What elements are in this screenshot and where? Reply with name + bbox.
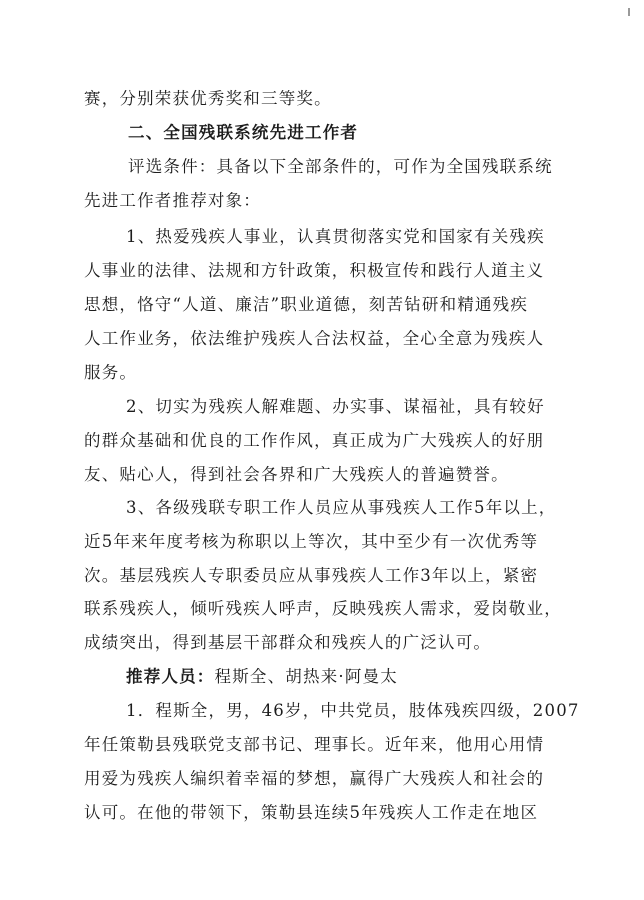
nominees-label: 推荐人员： (126, 667, 215, 686)
criterion-3-line: 3、各级残联专职工作人员应从事残疾人工作5年以上， (126, 498, 557, 517)
nominee-bio-line: 年任策勒县残联党支部书记、理事长。近年来，他用心用情 (84, 735, 545, 754)
nominee-bio-line: 用爱为残疾人编织着幸福的梦想，赢得广大残疾人和社会的 (84, 769, 545, 788)
criterion-2-line: 的群众基础和优良的工作作风，真正成为广大残疾人的好朋 (84, 431, 545, 450)
criterion-1-line: 人事业的法律、法规和方针政策，积极宣传和践行人道主义 (84, 261, 545, 280)
nominee-bio-line: 1．程斯全，男，46岁，中共党员，肢体残疾四级，2007 (126, 701, 580, 720)
criterion-1-line: 服务。 (84, 363, 138, 382)
criterion-2-line: 友、贴心人，得到社会各界和广大残疾人的普遍赞誉。 (84, 465, 509, 484)
criterion-1-line: 思想，恪守“人道、廉洁”职业道德，刻苦钻研和精通残疾 (84, 295, 529, 314)
nominee-bio-line: 认可。在他的带领下，策勒县连续5年残疾人工作走在地区 (84, 803, 539, 822)
criterion-3-line: 近5年来年度考核为称职以上等次，其中至少有一次优秀等 (84, 532, 539, 551)
criterion-3-line: 联系残疾人，倾听残疾人呼声，反映残疾人需求，爱岗敬业， (84, 599, 562, 618)
criteria-intro-line: 先进工作者推荐对象： (84, 191, 261, 210)
criterion-3-line: 次。基层残疾人专职委员应从事残疾人工作3年以上，紧密 (84, 566, 539, 585)
criteria-intro-line: 评选条件：具备以下全部条件的，可作为全国残联系统 (128, 157, 553, 176)
section-heading: 二、全国残联系统先进工作者 (128, 123, 359, 142)
text-line-continuation: 赛，分别荣获优秀奖和三等奖。 (84, 89, 332, 108)
criterion-2-line: 2、切实为残疾人解难题、办实事、谋福祉，具有较好 (126, 397, 545, 416)
nominees-names: 程斯全、胡热来·阿曼太 (214, 667, 398, 686)
nominees-line (126, 666, 398, 688)
criterion-1-line: 人工作业务，依法维护残疾人合法权益，全心全意为残疾人 (84, 329, 545, 348)
criterion-1-line: 1、热爱残疾人事业，认真贯彻落实党和国家有关残疾 (126, 227, 545, 246)
criterion-3-line: 成绩突出，得到基层干部群众和残疾人的广泛认可。 (84, 633, 492, 652)
scan-edge-mark (628, 8, 630, 16)
